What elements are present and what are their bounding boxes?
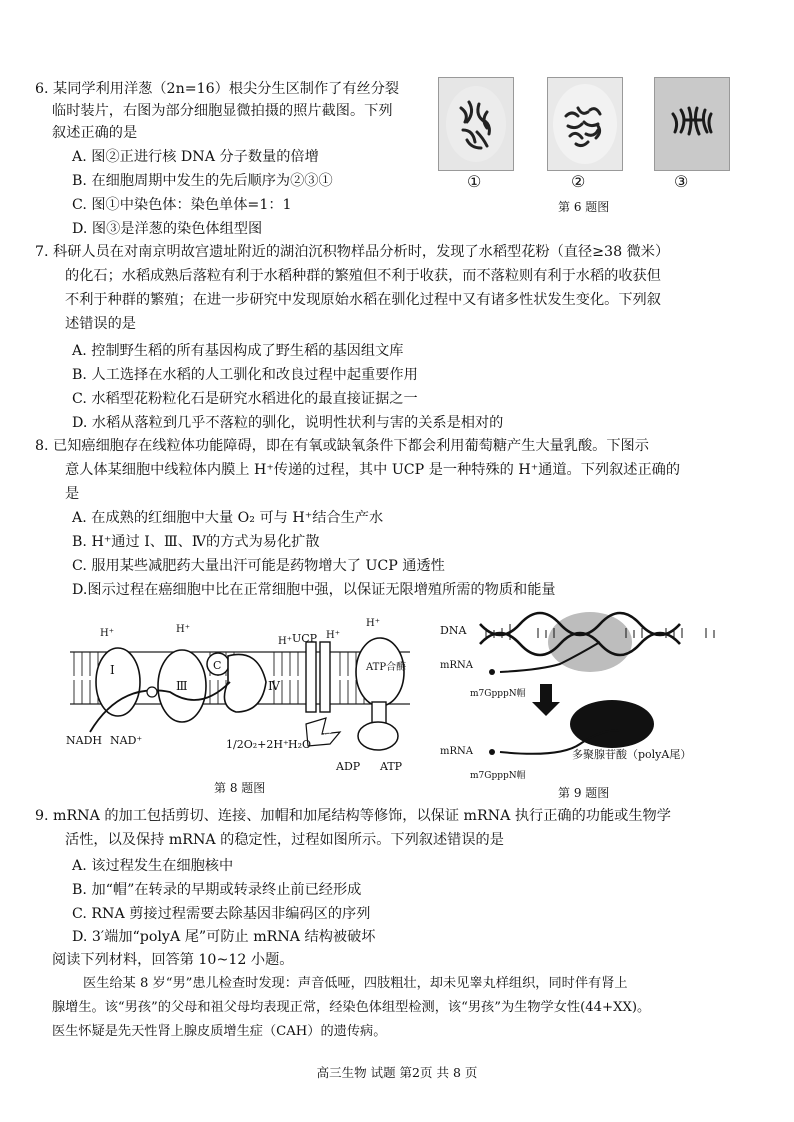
q6-option-d: D. 图③是洋葱的染色体组型图 xyxy=(72,221,263,237)
heat-label: 热量 xyxy=(312,730,332,741)
micrograph-label-2: ② xyxy=(571,172,586,191)
q8-figure-caption: 第 8 题图 xyxy=(214,781,266,795)
cap-label-1: m7GpppN帽 xyxy=(470,689,526,699)
reading-line3: 医生怀疑是先天性肾上腺皮质增生症（CAH）的遗传病。 xyxy=(52,1024,387,1039)
q9-option-b: B. 加“帽”在转录的早期或转录终止前已经形成 xyxy=(72,882,362,898)
q9-stem-line2: 活性，以及保持 mRNA 的稳定性，过程如图所示。下列叙述错误的是 xyxy=(65,832,504,848)
ucp-label: UCP xyxy=(292,632,318,645)
q6-stem-line1: 6. 某同学利用洋葱（2n=16）根尖分生区制作了有丝分裂 xyxy=(35,81,400,97)
nadh-label: NADH xyxy=(66,734,102,747)
q6-stem-line3: 叙述正确的是 xyxy=(52,125,138,141)
q9-option-a: A. 该过程发生在细胞核中 xyxy=(72,858,234,874)
q6-figure-caption: 第 6 题图 xyxy=(558,200,610,214)
nad-label: NAD⁺ xyxy=(110,734,143,747)
adp-label: ADP xyxy=(336,760,361,772)
q6-option-b: B. 在细胞周期中发生的先后顺序为②③① xyxy=(72,173,333,189)
atp-label: ATP xyxy=(380,760,403,772)
micrograph-label-1: ① xyxy=(467,172,482,191)
q7-option-b: B. 人工选择在水稻的人工驯化和改良过程中起重要作用 xyxy=(72,367,418,383)
h-ion-label-3: H⁺ xyxy=(278,636,292,647)
atp-synthase-label: ATP合酶 xyxy=(366,662,407,673)
q7-stem-line2: 的化石；水稻成熟后落粒有利于水稻种群的繁殖但不利于收获，而不落粒则有利于水稻的收获但 xyxy=(65,268,661,284)
water-label: H₂O xyxy=(288,738,312,751)
q9-stem-line1: 9. mRNA 的加工包括剪切、连接、加帽和加尾结构等修饰，以保证 mRNA 执行正确的功能或生物学 xyxy=(35,808,671,824)
reading-intro: 阅读下列材料，回答第 10~12 小题。 xyxy=(52,952,294,968)
complex-IV-label: Ⅳ xyxy=(268,679,280,693)
h-ion-label-2: H⁺ xyxy=(176,624,190,635)
complex-I-label: Ⅰ xyxy=(110,663,115,677)
micrograph-3 xyxy=(654,77,730,171)
page-footer: 高三生物 试题 第2页 共 8 页 xyxy=(316,1065,478,1080)
mrna-label-1: mRNA xyxy=(440,660,473,671)
complex-III-label: Ⅲ xyxy=(176,679,188,693)
q9-option-c: C. RNA 剪接过程需要去除基因非编码区的序列 xyxy=(72,906,371,922)
q7-option-a: A. 控制野生稻的所有基因构成了野生稻的基因组文库 xyxy=(72,343,404,359)
reading-line1: 医生给某 8 岁“男”患儿检查时发现：声音低哑，四肢粗壮，却未见睾丸样组织，同时伴有肾上 xyxy=(83,976,628,991)
q7-stem-line3: 不利于种群的繁殖；在进一步研究中发现原始水稻在驯化过程中又有诸多性状发生变化。下列叙 xyxy=(65,292,661,308)
mrna-label-2: mRNA xyxy=(440,746,473,757)
q6-option-a: A. 图②正进行核 DNA 分子数量的倍增 xyxy=(72,149,319,165)
q9-mrna-figure xyxy=(440,606,740,782)
q8-stem-line3: 是 xyxy=(65,486,80,502)
q7-stem-line1: 7. 科研人员在对南京明故宫遗址附近的湖泊沉积物样品分析时，发现了水稻型花粉（直径≥38 微米） xyxy=(35,244,670,260)
q8-option-a: A. 在成熟的红细胞中大量 O₂ 可与 H⁺结合生产水 xyxy=(72,510,384,526)
q6-option-c: C. 图①中染色体：染色单体=1：1 xyxy=(72,197,292,213)
q9-option-d: D. 3′端加“polyA 尾”可防止 mRNA 结构被破坏 xyxy=(72,929,376,945)
micrograph-1 xyxy=(438,77,514,171)
q8-stem-line1: 8. 已知癌细胞存在线粒体功能障碍，即在有氧或缺氧条件下都会利用葡萄糖产生大量乳酸。下图示 xyxy=(35,438,649,454)
micrograph-2 xyxy=(547,77,623,171)
q8-membrane-figure xyxy=(60,612,420,772)
h-ion-label-1: H⁺ xyxy=(100,628,114,639)
h-ion-label-4: H⁺ xyxy=(326,630,340,641)
reading-line2: 腺增生。该“男孩”的父母和祖父母均表现正常，经染色体组型检测，该“男孩”为生物学女性(44+XX)。 xyxy=(52,1000,651,1015)
oxygen-label: 1/2O₂+2H⁺ xyxy=(226,738,289,751)
h-ion-label-5: H⁺ xyxy=(366,618,380,629)
cytochrome-c-label: C xyxy=(213,659,222,672)
micrograph-label-3: ③ xyxy=(674,172,689,191)
q8-option-c: C. 服用某些减肥药大量出汗可能是药物增大了 UCP 通透性 xyxy=(72,558,445,574)
q7-stem-line4: 述错误的是 xyxy=(65,316,136,332)
q8-stem-line2: 意人体某细胞中线粒体内膜上 H⁺传递的过程，其中 UCP 是一种特殊的 H⁺通道。下列叙述正确的 xyxy=(65,462,681,478)
q7-option-d: D. 水稻从落粒到几乎不落粒的驯化，说明性状利与害的关系是相对的 xyxy=(72,415,504,431)
q8-option-b: B. H⁺通过 Ⅰ、Ⅲ、Ⅳ的方式为易化扩散 xyxy=(72,534,320,550)
q6-stem-line2: 临时装片，右图为部分细胞显微拍摄的照片截图。下列 xyxy=(52,103,393,119)
cap-label-2: m7GpppN帽 xyxy=(470,771,526,781)
dna-label: DNA xyxy=(440,624,467,637)
q8-option-d: D.图示过程在癌细胞中比在正常细胞中强，以保证无限增殖所需的物质和能量 xyxy=(72,582,556,598)
polya-tail-label: 多聚腺苷酸（polyA尾） xyxy=(572,748,692,761)
q9-figure-caption: 第 9 题图 xyxy=(558,786,610,800)
q7-option-c: C. 水稻型花粉粒化石是研究水稻进化的最直接证据之一 xyxy=(72,391,418,407)
